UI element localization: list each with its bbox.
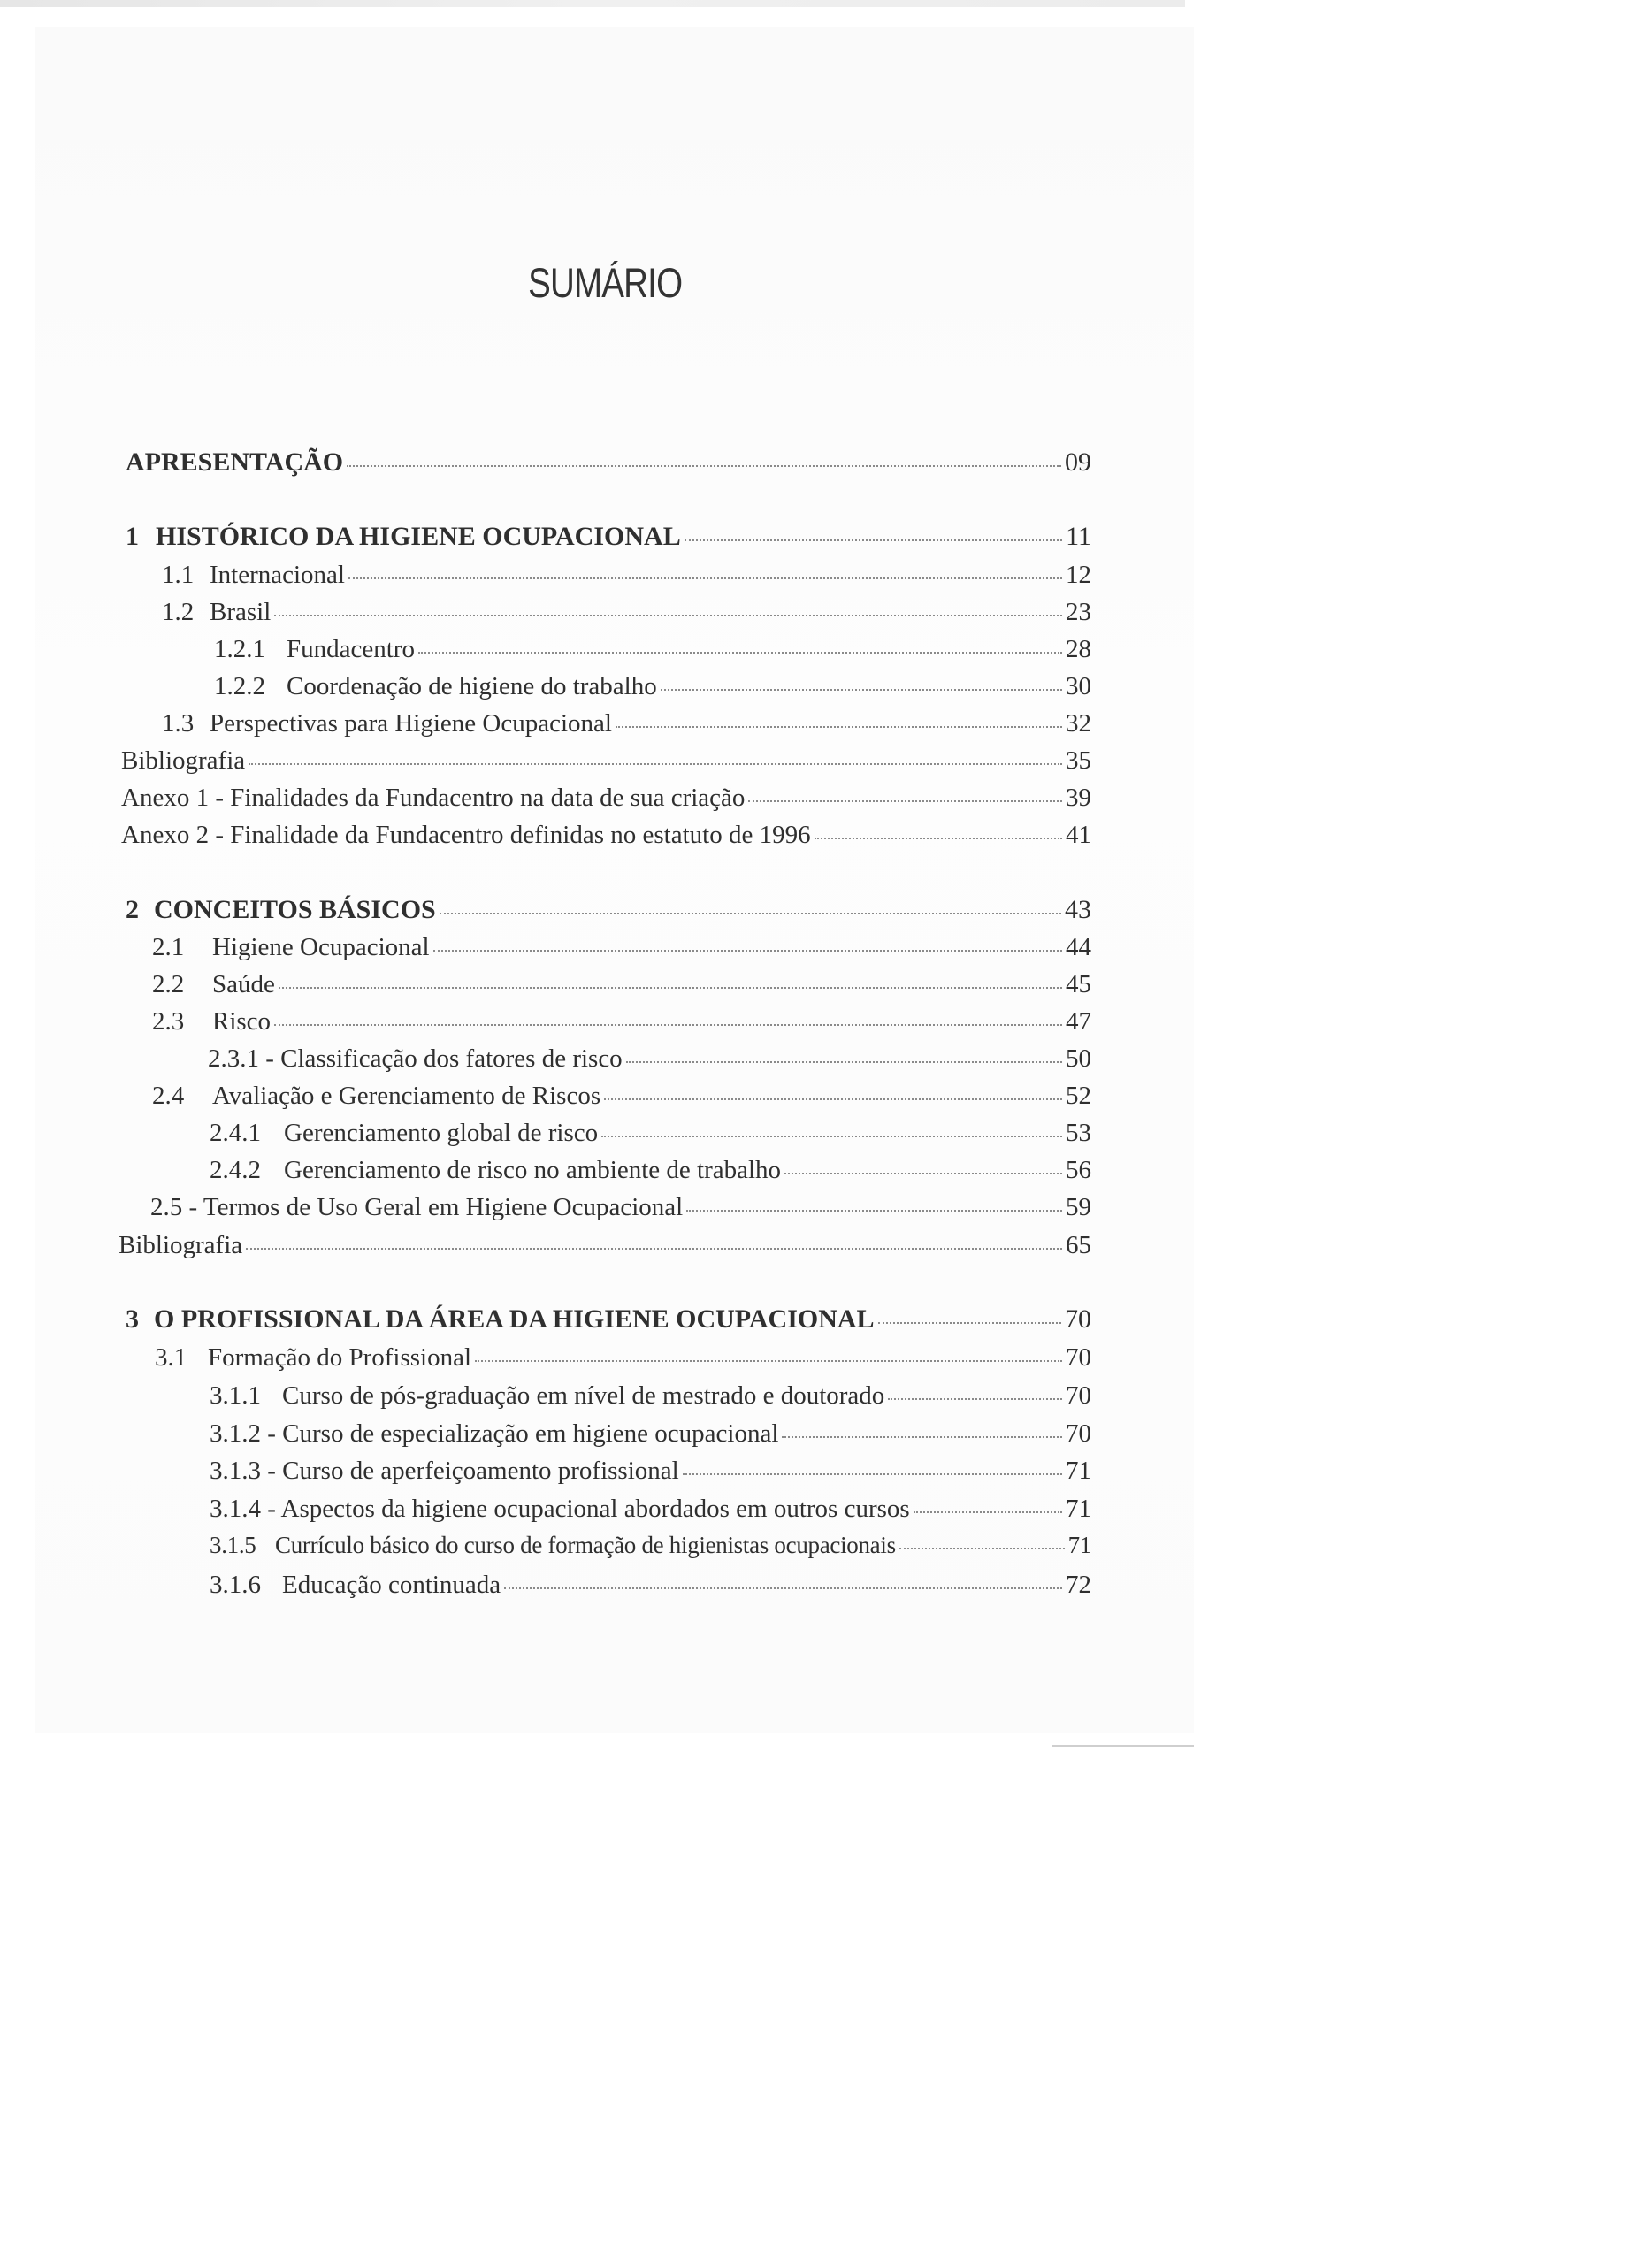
dot-leader: [348, 552, 1062, 579]
toc-entry-3-1-1: [210, 1376, 1091, 1411]
dot-leader: [504, 1562, 1062, 1589]
toc-entry-label: APRESENTAÇÃO: [126, 447, 344, 477]
toc-entry-page: 43: [1065, 895, 1091, 924]
dot-leader: [440, 886, 1061, 914]
toc-entry-label: Currículo básico do curso de formação de higienistas ocupacionais: [275, 1532, 896, 1558]
dot-leader: [475, 1335, 1062, 1362]
scan-top-edge: [0, 0, 1185, 7]
toc-entry-label: Higiene Ocupacional: [212, 933, 430, 961]
dot-leader: [748, 775, 1062, 802]
toc-entry-2-3: [152, 1002, 1091, 1037]
toc-entry-label: Risco: [212, 1007, 272, 1036]
toc-entry-number: 1.2.1: [214, 635, 265, 663]
toc-entry-page: 12: [1066, 561, 1091, 589]
toc-entry-1-1: [162, 555, 1091, 591]
toc-entry-page: 71: [1066, 1457, 1091, 1485]
dot-leader: [914, 1486, 1062, 1513]
toc-entry-2-3-1: [208, 1039, 1091, 1075]
dot-leader: [888, 1373, 1062, 1400]
toc-entry-1-2-2: [214, 667, 1091, 702]
dot-leader: [661, 663, 1062, 691]
toc-entry-anexo-1: [121, 778, 1091, 814]
toc-entry-number: 3.1.5: [210, 1532, 256, 1558]
dot-leader: [815, 812, 1062, 839]
toc-entry-page: 65: [1066, 1231, 1091, 1259]
toc-entry-page: 70: [1065, 1304, 1091, 1334]
toc-entry-apresentacao: [126, 442, 1091, 478]
toc-entry-number: 2.4.2: [210, 1156, 261, 1184]
toc-entry-3-1-4: [210, 1489, 1091, 1525]
toc-entry-label: Gerenciamento global de risco: [284, 1119, 599, 1147]
toc-entry-3-1-6: [210, 1565, 1091, 1601]
toc-entry-label: 3.1.2 - Curso de especialização em higiene ocupacional: [210, 1419, 779, 1448]
dot-leader: [274, 589, 1062, 616]
toc-entry-label: 2.3.1 - Classificação dos fatores de risco: [208, 1044, 623, 1073]
toc-entry-page: 50: [1066, 1044, 1091, 1073]
dot-leader: [626, 1036, 1062, 1063]
toc-entry-2-1: [152, 928, 1091, 963]
toc-entry-chapter-1: [126, 516, 1091, 553]
toc-entry-label: Anexo 2 - Finalidade da Fundacentro definidas no estatuto de 1996: [121, 821, 811, 849]
toc-entry-2-4: [152, 1076, 1091, 1112]
toc-entry-number: 1.3: [162, 709, 195, 738]
toc-entry-3-1: [155, 1338, 1091, 1373]
toc-entry-label: CONCEITOS BÁSICOS: [154, 895, 436, 924]
toc-entry-page: 53: [1066, 1119, 1091, 1147]
toc-entry-page: 44: [1066, 933, 1091, 961]
toc-entry-page: 11: [1066, 522, 1091, 551]
toc-entry-2-4-1: [210, 1113, 1091, 1149]
toc-entry-label: Internacional: [210, 561, 345, 589]
dot-leader: [418, 626, 1062, 654]
toc-entry-page: 28: [1066, 635, 1091, 663]
toc-entry-number: 1: [126, 522, 139, 551]
toc-entry-1-2-1: [214, 630, 1091, 665]
dot-leader: [899, 1524, 1065, 1549]
toc-entry-label: Saúde: [212, 970, 275, 998]
toc-entry-number: 2.2: [152, 970, 185, 998]
toc-entry-page: 59: [1066, 1193, 1091, 1221]
toc-entry-page: 09: [1065, 447, 1091, 477]
toc-entry-page: 56: [1066, 1156, 1091, 1184]
toc-entry-label: Perspectivas para Higiene Ocupacional: [210, 709, 612, 738]
toc-entry-label: Curso de pós-graduação em nível de mestrado e doutorado: [282, 1381, 885, 1410]
toc-entry-3-1-2: [210, 1414, 1091, 1449]
dot-leader: [686, 1184, 1062, 1212]
toc-entry-number: 3.1.1: [210, 1381, 261, 1410]
toc-entry-number: 2.4.1: [210, 1119, 261, 1147]
toc-entry-number: 2.4: [152, 1082, 185, 1110]
toc-entry-label: 3.1.3 - Curso de aperfeiçoamento profissional: [210, 1457, 679, 1485]
dot-leader: [685, 513, 1062, 541]
dot-leader: [246, 1222, 1062, 1250]
dot-leader: [433, 924, 1062, 952]
toc-entry-number: 2: [126, 895, 139, 924]
toc-entry-label: Avaliação e Gerenciamento de Riscos: [212, 1082, 601, 1110]
toc-entry-page: 72: [1066, 1571, 1091, 1599]
toc-entry-number: 3: [126, 1304, 139, 1334]
page-title: SUMÁRIO: [528, 259, 683, 306]
toc-entry-3-1-5: [210, 1527, 1091, 1561]
toc-entry-page: 39: [1066, 784, 1091, 812]
toc-entry-label: O PROFISSIONAL DA ÁREA DA HIGIENE OCUPACIONAL: [154, 1304, 875, 1334]
toc-entry-page: 70: [1066, 1381, 1091, 1410]
toc-entry-label: 2.5 - Termos de Uso Geral em Higiene Ocupacional: [150, 1193, 684, 1221]
toc-entry-page: 71: [1066, 1495, 1091, 1523]
toc-entry-label: HISTÓRICO DA HIGIENE OCUPACIONAL: [156, 522, 681, 551]
toc-entry-2-2: [152, 965, 1091, 1000]
dot-leader: [601, 1110, 1062, 1137]
toc-entry-page: 71: [1067, 1532, 1091, 1558]
toc-entry-page: 45: [1066, 970, 1091, 998]
bottom-rule: [1052, 1745, 1194, 1747]
toc-entry-bibliografia-1: [121, 741, 1091, 776]
dot-leader: [274, 998, 1062, 1026]
toc-entry-number: 3.1: [155, 1343, 187, 1372]
dot-leader: [279, 961, 1062, 989]
dot-leader: [878, 1296, 1061, 1324]
toc-entry-number: 1.2: [162, 598, 195, 626]
toc-entry-label: Fundacentro: [287, 635, 415, 663]
toc-entry-number: 2.3: [152, 1007, 185, 1036]
dot-leader: [683, 1448, 1062, 1475]
toc-entry-label: Anexo 1 - Finalidades da Fundacentro na data de sua criação: [121, 784, 746, 812]
toc-entry-page: 70: [1066, 1343, 1091, 1372]
toc-entry-label: Gerenciamento de risco no ambiente de trabalho: [284, 1156, 782, 1184]
toc-entry-3-1-3: [210, 1451, 1091, 1487]
dot-leader: [347, 439, 1061, 467]
toc-entry-page: 23: [1066, 598, 1091, 626]
dot-leader: [784, 1147, 1062, 1174]
toc-entry-page: 47: [1066, 1007, 1091, 1036]
toc-entry-chapter-3: [126, 1299, 1091, 1335]
dot-leader: [604, 1073, 1062, 1100]
toc-entry-anexo-2: [121, 815, 1091, 851]
toc-entry-label: Bibliografia: [119, 1231, 243, 1259]
toc-entry-page: 32: [1066, 709, 1091, 738]
toc-entry-page: 35: [1066, 746, 1091, 775]
toc-entry-label: Formação do Profissional: [208, 1343, 472, 1372]
toc-entry-1-3: [162, 704, 1091, 739]
toc-entry-2-4-2: [210, 1151, 1091, 1186]
dot-leader: [782, 1411, 1062, 1438]
toc-entry-number: 1.2.2: [214, 672, 265, 700]
toc-entry-page: 30: [1066, 672, 1091, 700]
toc-entry-number: 3.1.6: [210, 1571, 261, 1599]
toc-entry-label: 3.1.4 - Aspectos da higiene ocupacional abordados em outros cursos: [210, 1495, 910, 1523]
toc-entry-label: Educação continuada: [282, 1571, 501, 1599]
toc-entry-2-5: [150, 1188, 1091, 1223]
toc-entry-page: 41: [1066, 821, 1091, 849]
toc-entry-chapter-2: [126, 890, 1091, 926]
toc-entry-1-2: [162, 593, 1091, 628]
toc-entry-label: Bibliografia: [121, 746, 246, 775]
toc-entry-page: 52: [1066, 1082, 1091, 1110]
toc-entry-bibliografia-2: [119, 1226, 1091, 1261]
toc-entry-number: 1.1: [162, 561, 195, 589]
toc-entry-label: Coordenação de higiene do trabalho: [287, 672, 657, 700]
toc-entry-label: Brasil: [210, 598, 272, 626]
toc-entry-number: 2.1: [152, 933, 185, 961]
dot-leader: [616, 700, 1062, 728]
toc-entry-page: 70: [1066, 1419, 1091, 1448]
dot-leader: [249, 738, 1062, 765]
